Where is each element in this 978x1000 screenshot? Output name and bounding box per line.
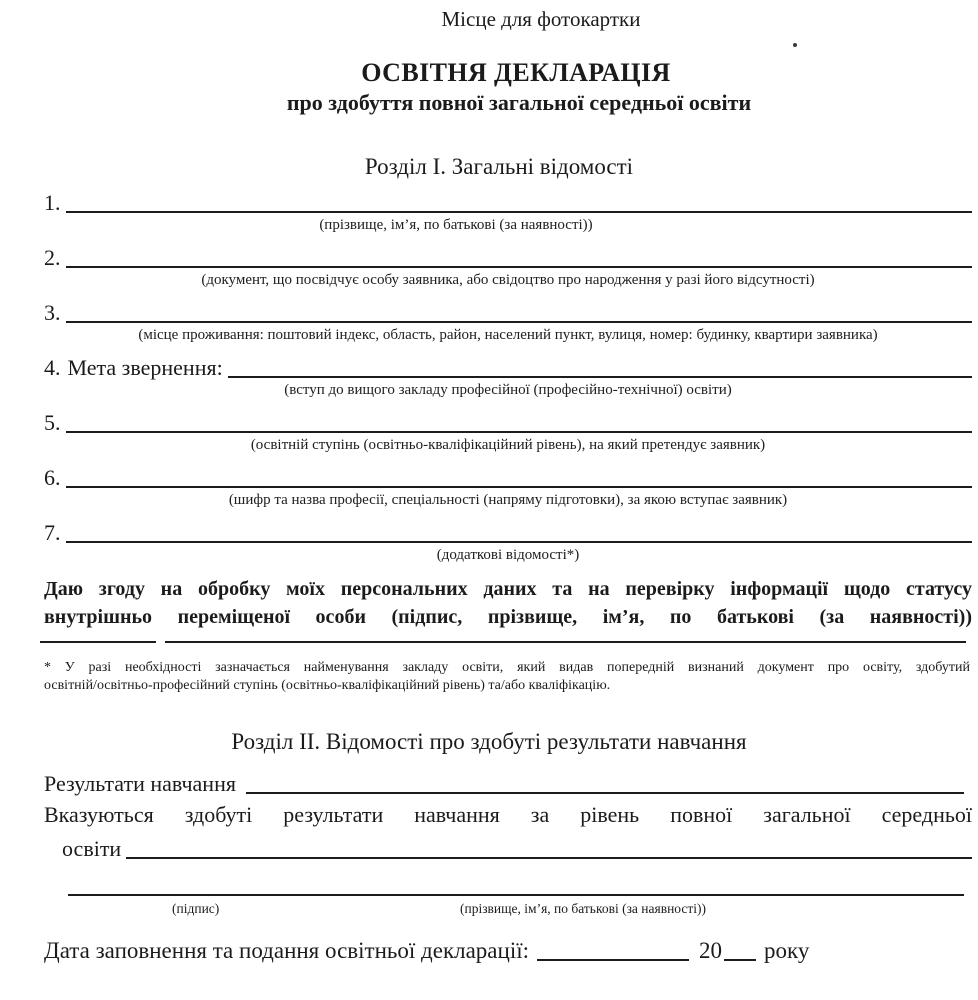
consent-statement [44,575,972,631]
field-2-blank-line [66,266,973,268]
field-3-blank-line [66,321,973,323]
scan-artifact-dot [793,43,797,47]
footnote [44,659,970,695]
form-subtitle: про здобуття повної загальної середньої освіти [286,90,752,115]
section-2-heading: Розділ ІІ. Відомості про здобуті результати навчання [231,729,747,754]
footnote-line-2: освітній/освітньо-професійний ступінь (освітньо-кваліфікаційний рівень) та/або кваліфікацію. [44,678,611,693]
form-field-1 [44,190,972,234]
photo-placeholder-label: Місце для фотокартки [441,7,641,31]
form-title: ОСВІТНЯ ДЕКЛАРАЦІЯ [361,58,671,87]
date-label: Дата заповнення та подання освітньої декларації: [44,938,529,963]
field-4-blank-line [228,376,972,378]
date-field [44,936,970,966]
field-7-blank-line [66,541,973,543]
results-field [44,771,964,797]
form-field-5 [44,410,972,454]
results-blank-line [246,792,964,794]
form-field-6 [44,465,972,509]
field-1-number: 1. [44,190,61,215]
field-5-caption: (освітній ступінь (освітньо-кваліфікаційний рівень), на який претендує заявник) [250,437,766,453]
section-1-fields [44,190,972,564]
field-2-caption: (документ, що посвідчує особу заявника, або свідоцтво про народження у разі його відсутності) [201,272,815,288]
field-7-caption: (додаткові відомості*) [436,547,580,563]
consent-line-1: Даю згоду на обробку моїх персональних даних та на перевірку інформації щодо статусу [44,578,972,600]
field-7-number: 7. [44,520,61,545]
signature-and-name-line [68,894,964,896]
form-field-4 [44,355,972,399]
year-prefix: 20 [699,938,722,963]
results-note-word: освіти [62,836,122,861]
consent-signature-line [40,641,966,643]
signature-caption: (підпис) [172,901,220,916]
date-blank-line [537,959,689,961]
form-field-2 [44,245,972,289]
year-blank-line [724,959,756,961]
field-6-blank-line [66,486,973,488]
field-6-caption: (шифр та назва професії, спеціальності (напряму підготовки), за якою вступає заявник) [228,492,788,508]
field-4-caption: (вступ до вищого закладу професійної (професійно-технічної) освіти) [284,382,732,398]
field-5-number: 5. [44,410,61,435]
field-1-caption: (прізвище, ім’я, по батькові (за наявності)) [319,217,593,233]
field-2-number: 2. [44,245,61,270]
field-3-caption: (місце проживання: поштовий індекс, область, район, населений пункт, вулиця, номер: будинку, квартири заявника) [138,327,878,343]
field-1-blank-line [66,211,973,213]
results-note-line-1: Вказуються здобуті результати навчання за рівень повної загальної середньої [44,802,972,827]
year-suffix: року [764,938,810,963]
results-label: Результати навчання [44,771,236,796]
signature-line-segment-long [165,641,966,643]
section-1-heading: Розділ І. Загальні відомості [364,154,634,179]
field-4-label: Мета звернення: [67,355,223,380]
results-note-continuation [62,836,972,862]
field-4-number: 4. [44,355,61,380]
form-field-7 [44,520,972,564]
signature-line-segment-short [40,641,156,643]
field-3-number: 3. [44,300,61,325]
fullname-caption: (прізвище, ім’я, по батькові (за наявності)) [460,901,707,916]
results-note-blank-line [126,857,972,859]
field-5-blank-line [66,431,973,433]
field-6-number: 6. [44,465,61,490]
consent-line-2: внутрішньо переміщеної особи (підпис, прізвище, ім’я, по батькові (за наявності)) [44,606,972,628]
form-field-3 [44,300,972,344]
signature-captions-row [0,901,978,921]
footnote-line-1: * У разі необхідності зазначається найменування закладу освіти, який видав попередній визнаний документ про освіту, здобутий [44,660,970,675]
